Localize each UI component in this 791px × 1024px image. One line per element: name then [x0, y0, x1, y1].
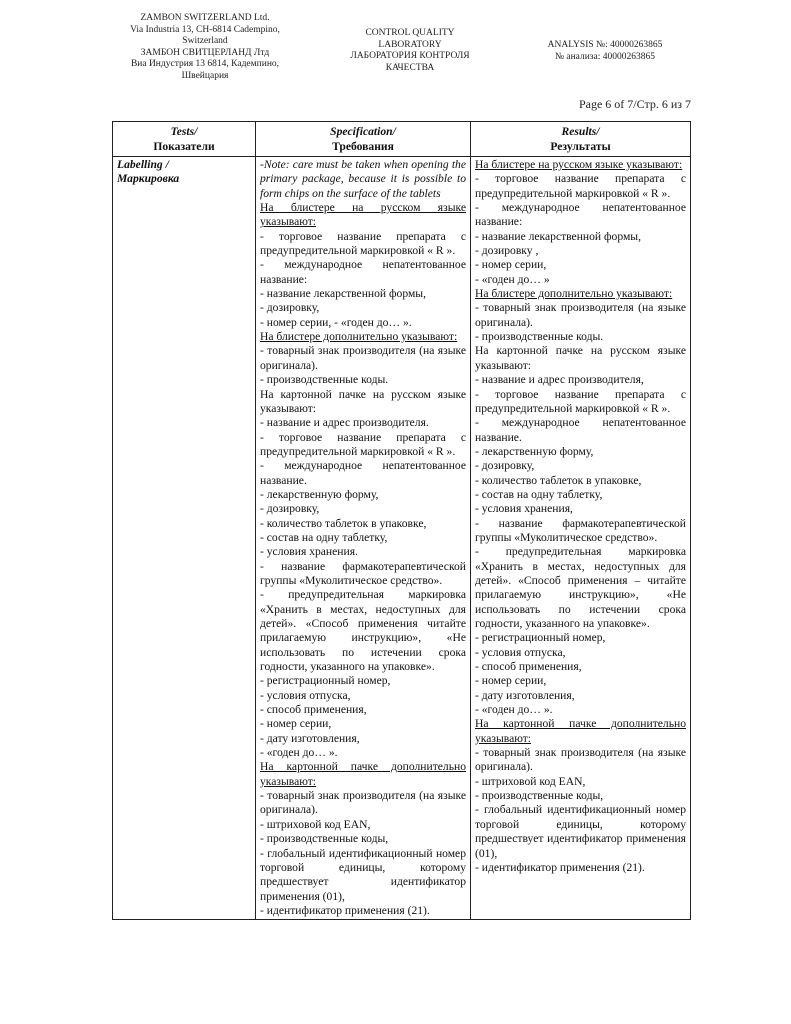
- list-item: На картонной пачке дополнительно указывают:: [475, 717, 686, 745]
- list-item: - производственные коды.: [475, 330, 604, 344]
- lab-name: [330, 28, 490, 74]
- test-name-cell: Labelling / Маркировка: [113, 157, 256, 920]
- list-item: - торговое название препарата с предупредительной маркировкой « R ».: [260, 229, 466, 258]
- list-item: - «годен до… ».: [260, 746, 338, 760]
- list-item: - предупредительная маркировка «Хранить в местах, недоступных для детей». «Способ применения – читайте прилагаемую инструкцию», «Не использовать по истечении срока годности, указанного на упаковке».: [475, 545, 686, 630]
- list-item: - международное непатентованное название:: [260, 258, 466, 286]
- list-item: - название и адрес производителя.: [260, 416, 429, 430]
- list-item: На картонной пачке дополнительно указывают:: [260, 760, 466, 788]
- list-item: - название фармакотерапевтической группы «Муколитическое средство».: [260, 559, 466, 587]
- header-line: ZAMBON SWITZERLAND Ltd.: [140, 13, 270, 23]
- list-item: - способ применения,: [475, 660, 582, 674]
- header-line: КАЧЕСТВА: [385, 62, 435, 73]
- list-item: - регистрационный номер,: [260, 674, 391, 688]
- list-item: - способ применения,: [260, 703, 367, 717]
- list-item: - дату изготовления,: [260, 731, 360, 745]
- table-row: [113, 157, 691, 920]
- specification-cell: [256, 157, 471, 920]
- header-line: Швейцария: [181, 70, 229, 81]
- list-item: - условия отпуска,: [475, 645, 566, 659]
- list-item: - номер серии,: [260, 717, 332, 731]
- list-item: - товарный знак производителя (на языке оригинала).: [260, 344, 466, 372]
- list-item: - название лекарственной формы,: [475, 229, 641, 243]
- company-address: [120, 13, 290, 82]
- list-item: На картонной пачке на русском языке указывают:: [260, 387, 466, 415]
- list-item: На блистере дополнительно указывают:: [475, 287, 673, 301]
- list-item: - дозировку,: [260, 502, 320, 516]
- list-item: На блистере на русском языке указывают:: [260, 201, 466, 229]
- list-item: - глобальный идентификационный номер торговой единицы, которому предшествует идентификатор применения (01),: [475, 803, 686, 860]
- list-item: - условия хранения.: [260, 545, 358, 559]
- list-item: - производственные коды,: [260, 832, 389, 846]
- list-item: - идентификатор применения (21).: [475, 860, 645, 874]
- header-line: ЗАМБОН СВИТЦЕРЛАНД Лтд: [140, 47, 270, 58]
- header-line: ANALYSIS №: 40000263865: [547, 40, 663, 50]
- page-number: Page 6 of 7/Стр. 6 из 7: [578, 97, 691, 111]
- list-item: - название и адрес производителя,: [475, 373, 644, 387]
- list-item: - дозировку ,: [475, 244, 539, 258]
- list-item: - количество таблеток в упаковке,: [260, 516, 427, 530]
- list-item: - дозировку,: [260, 301, 320, 315]
- list-item: -Note: care must be taken when opening the primary package, because it is possible to form chips on the surface of the tablets: [260, 158, 466, 200]
- list-item: - идентификатор применения (21).: [260, 903, 430, 917]
- list-item: На блистере на русском языке указывают:: [475, 158, 683, 171]
- list-item: - товарный знак производителя (на языке оригинала).: [475, 746, 686, 774]
- results-table: [112, 121, 691, 920]
- list-item: - дату изготовления,: [475, 688, 575, 702]
- list-item: - производственные коды.: [260, 373, 389, 387]
- header-line: CONTROL QUALITY: [365, 28, 455, 38]
- analysis-number: [520, 40, 690, 63]
- list-item: - международное непатентованное название:: [475, 201, 686, 229]
- list-item: - штриховой код EAN,: [260, 817, 371, 831]
- header-line: Via Industria 13, CH-6814 Cadempino,: [130, 24, 280, 35]
- header-specification: Specification/ Требования: [256, 122, 471, 157]
- header-line: № анализа: 40000263865: [554, 51, 656, 62]
- header-results: Results/ Результаты: [471, 122, 691, 157]
- list-item: - штриховой код EAN,: [475, 774, 586, 788]
- list-item: - предупредительная маркировка «Хранить в местах, недоступных для детей». «Способ применения читайте прилагаемую инструкцию», «Не использовать по истечении срока годности, указанного на упаковке».: [260, 588, 466, 674]
- list-item: - условия отпуска,: [260, 688, 351, 702]
- list-item: - название фармакотерапевтической группы «Муколитическое средство».: [475, 516, 686, 544]
- list-item: - номер серии, - «годен до… ».: [260, 315, 412, 329]
- list-item: - количество таблеток в упаковке,: [475, 473, 642, 487]
- list-item: На картонной пачке на русском языке указывают:: [475, 344, 686, 372]
- header-line: LABORATORY: [378, 39, 442, 50]
- list-item: - состав на одну таблетку,: [475, 487, 603, 501]
- list-item: - регистрационный номер,: [475, 631, 606, 645]
- list-item: - название лекарственной формы,: [260, 287, 426, 301]
- list-item: - номер серии,: [475, 674, 547, 688]
- header-line: ЛАБОРАТОРИЯ КОНТРОЛЯ: [350, 51, 470, 61]
- list-item: На блистере дополнительно указывают:: [260, 330, 458, 344]
- list-item: - торговое название препарата с предупредительной маркировкой « R ».: [475, 172, 686, 200]
- list-item: - состав на одну таблетку,: [260, 530, 388, 544]
- table-header-row: [113, 122, 691, 157]
- list-item: - международное непатентованное название.: [475, 416, 686, 444]
- list-item: - глобальный идентификационный номер торговой единицы, которому предшествует идентификатор применения (01),: [260, 846, 466, 903]
- list-item: - дозировку,: [475, 459, 535, 473]
- list-item: - лекарственную форму,: [475, 444, 594, 458]
- list-item: - товарный знак производителя (на языке оригинала).: [475, 301, 686, 329]
- list-item: - торговое название препарата с предупредительной маркировкой « R ».: [475, 387, 686, 415]
- header-line: Виа Индустрия 13 6814, Кадемпино,: [130, 59, 280, 69]
- list-item: - номер серии,: [475, 258, 547, 272]
- list-item: - производственные коды,: [475, 789, 604, 803]
- list-item: - торговое название препарата с предупредительной маркировкой « R ».: [260, 430, 466, 458]
- list-item: - «годен до… »: [475, 272, 550, 286]
- header-tests: Tests/ Показатели: [113, 122, 256, 157]
- list-item: - товарный знак производителя (на языке оригинала).: [260, 789, 466, 817]
- list-item: - международное непатентованное название.: [260, 459, 466, 487]
- list-item: - условия хранения,: [475, 502, 573, 516]
- results-cell: [471, 157, 691, 920]
- header-line: Switzerland: [182, 36, 228, 46]
- list-item: - лекарственную форму,: [260, 487, 379, 501]
- list-item: - «годен до… ».: [475, 703, 553, 717]
